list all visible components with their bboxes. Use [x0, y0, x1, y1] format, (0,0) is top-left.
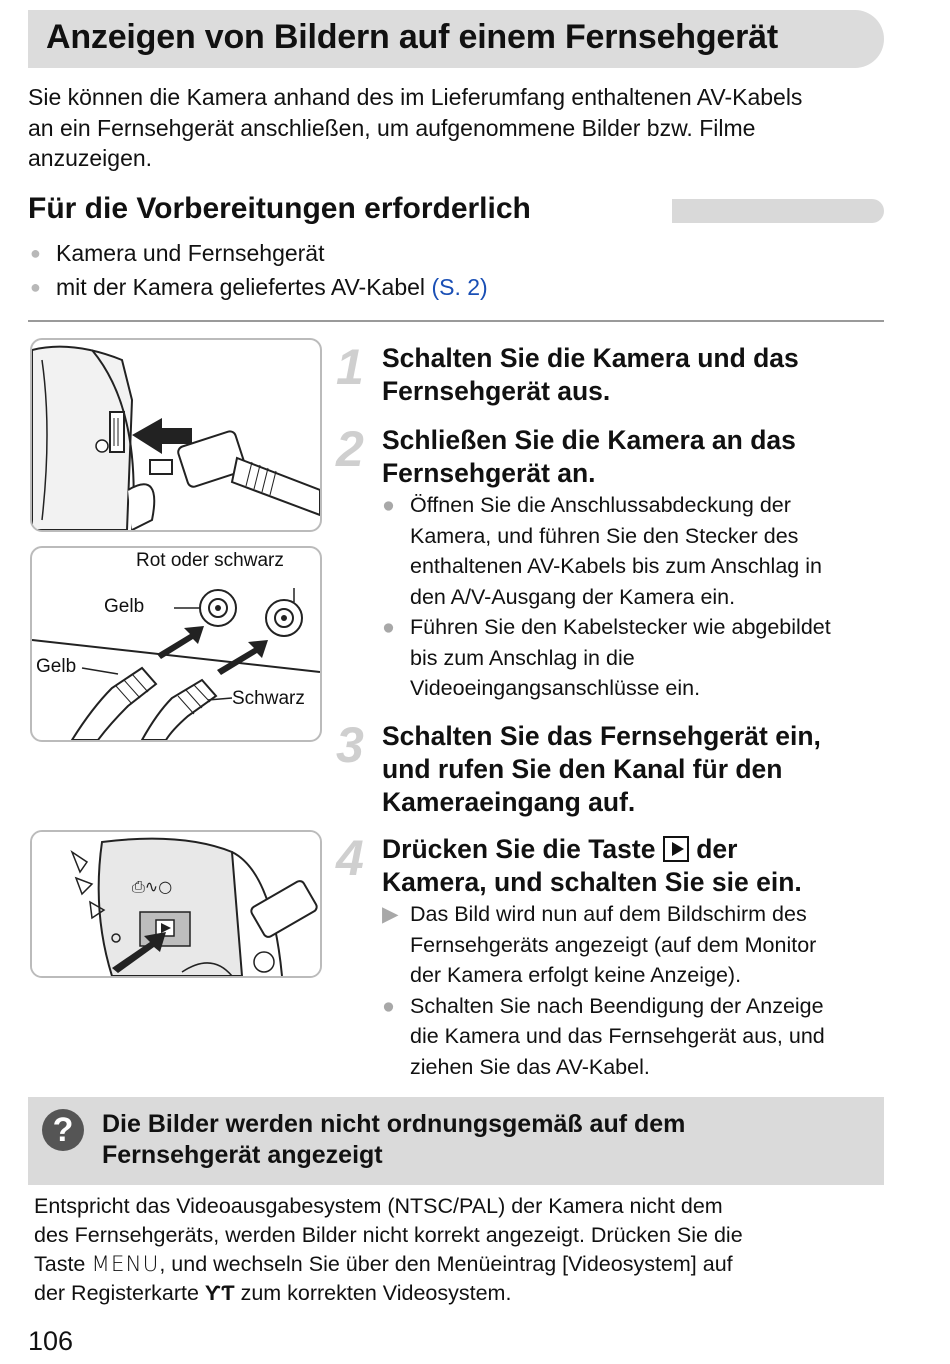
step-title-text: Drücken Sie die Taste [382, 834, 656, 864]
step-4 [336, 830, 896, 1083]
bullet-line: Fernsehgeräts angezeigt (auf dem Monitor [410, 932, 817, 957]
bullet-line: Das Bild wird nun auf dem Bildschirm des [410, 902, 807, 926]
bullet-line: ziehen Sie das AV-Kabel. [410, 1054, 650, 1079]
list-item [28, 270, 488, 304]
step-title-line: Kamera, und schalten Sie sie ein. [382, 867, 802, 897]
intro-paragraph [28, 82, 898, 174]
requirements-heading: Für die Vorbereitungen erforderlich [28, 192, 531, 225]
requirement-text: Kamera und Fernsehgerät [56, 240, 325, 266]
step-title [382, 424, 796, 490]
label-yellow-plug: Gelb [36, 656, 77, 677]
step-1 [336, 339, 896, 412]
bullet-line: bis zum Anschlag in die [410, 645, 635, 670]
step-title-line: Schalten Sie die Kamera und das [382, 343, 799, 373]
intro-line: Sie können die Kamera anhand des im Lieferumfang enthaltenen AV-Kabels [28, 84, 803, 110]
bullet-line: enthaltenen AV-Kabels bis zum Anschlag in [410, 554, 822, 578]
requirements-list [28, 236, 488, 304]
bullet-line: Videoeingangsanschlüsse ein. [410, 676, 701, 700]
step-number: 2 [336, 421, 364, 477]
list-item [28, 236, 488, 270]
tip-text: Taste [34, 1252, 92, 1276]
menu-button-label: MENU [91, 1252, 160, 1277]
playback-button-icon [663, 836, 689, 862]
step-number: 4 [336, 830, 364, 886]
requirement-text: mit der Kamera geliefertes AV-Kabel [56, 274, 432, 300]
tip-text: der Registerkarte [34, 1281, 205, 1305]
bullet-line: Schalten Sie nach Beendigung der Anzeige [410, 993, 824, 1018]
step-title [382, 833, 802, 899]
step-2 [336, 421, 896, 714]
bullet-icon: ● [382, 993, 395, 1018]
tip-line: des Fernsehgeräts, werden Bilder nicht korrekt angezeigt. Drücken Sie die [34, 1223, 743, 1247]
settings-tab-icon: ƳƬ [204, 1281, 235, 1305]
bullet-line: der Kamera erfolgt keine Anzeige). [410, 963, 742, 987]
tip-line: Entspricht das Videoausgabesystem (NTSC/PAL) der Kamera nicht dem [34, 1194, 723, 1218]
step-title-line: Schalten Sie das Fernsehgerät ein, [382, 721, 821, 751]
tip-text: , und wechseln Sie über den Menüeintrag [Videosystem] auf [159, 1252, 733, 1276]
label-red-or-black: Rot oder schwarz [136, 550, 284, 571]
step-title-line: Schließen Sie die Kamera an das [382, 425, 796, 455]
troubleshooting-box [28, 1097, 884, 1185]
intro-line: an ein Fernsehgerät anschließen, um aufgenommene Bilder bzw. Filme [28, 114, 756, 141]
step-title-line: Fernsehgerät aus. [382, 376, 611, 406]
bullet-line: Kamera, und führen Sie den Stecker des [410, 523, 799, 548]
step-title-line: Fernsehgerät an. [382, 458, 596, 488]
playback-button-illustration [30, 830, 322, 978]
step-number: 1 [336, 339, 364, 395]
tv-input-illustration [30, 546, 322, 742]
bullet-line: Öffnen Sie die Anschlussabdeckung der [410, 493, 791, 517]
bullet-line: Führen Sie den Kabelstecker wie abgebildet [410, 615, 831, 639]
page-reference-link[interactable]: (S. 2) [431, 274, 488, 300]
page-number: 106 [28, 1326, 74, 1356]
list-item [382, 899, 825, 991]
svg-text:⎙∿○: ⎙∿○ [132, 877, 173, 896]
heading-decoration-bar [672, 199, 884, 223]
step-3 [336, 717, 896, 820]
intro-line: anzuzeigen. [28, 145, 153, 171]
list-item [382, 991, 825, 1083]
step-bullets [382, 490, 831, 704]
title-bar [28, 10, 884, 68]
tip-text: zum korrekten Videosystem. [234, 1281, 512, 1305]
bullet-icon: ● [382, 615, 395, 639]
bullet-icon: ● [30, 277, 41, 297]
camera-connection-illustration [30, 338, 322, 532]
list-item [382, 490, 831, 612]
page-title: Anzeigen von Bildern auf einem Fernsehgerät [46, 18, 778, 56]
label-black-plug: Schwarz [232, 688, 305, 709]
bullet-icon: ● [30, 243, 41, 263]
step-title-line: und rufen Sie den Kanal für den [382, 754, 783, 784]
requirements-section-heading [28, 192, 884, 232]
bullet-line: die Kamera und das Fernsehgerät aus, und [410, 1024, 825, 1048]
step-title [382, 342, 799, 408]
label-yellow-jack: Gelb [104, 596, 145, 617]
tip-title-line: Die Bilder werden nicht ordnungsgemäß auf dem [102, 1110, 686, 1138]
step-title [382, 720, 821, 819]
step-title-line: Kameraeingang auf. [382, 787, 636, 817]
bullet-icon: ● [382, 493, 395, 517]
troubleshooting-text [34, 1192, 884, 1308]
divider [28, 320, 884, 322]
tip-title-line: Fernsehgerät angezeigt [102, 1141, 383, 1169]
step-number: 3 [336, 717, 364, 773]
list-item [382, 612, 831, 704]
step-title-text: der [688, 834, 738, 864]
bullet-line: den A/V-Ausgang der Kamera ein. [410, 584, 736, 609]
question-icon: ? [42, 1109, 84, 1151]
result-arrow-icon: ▶ [382, 902, 399, 926]
step-bullets [382, 899, 825, 1082]
troubleshooting-title [102, 1109, 862, 1171]
